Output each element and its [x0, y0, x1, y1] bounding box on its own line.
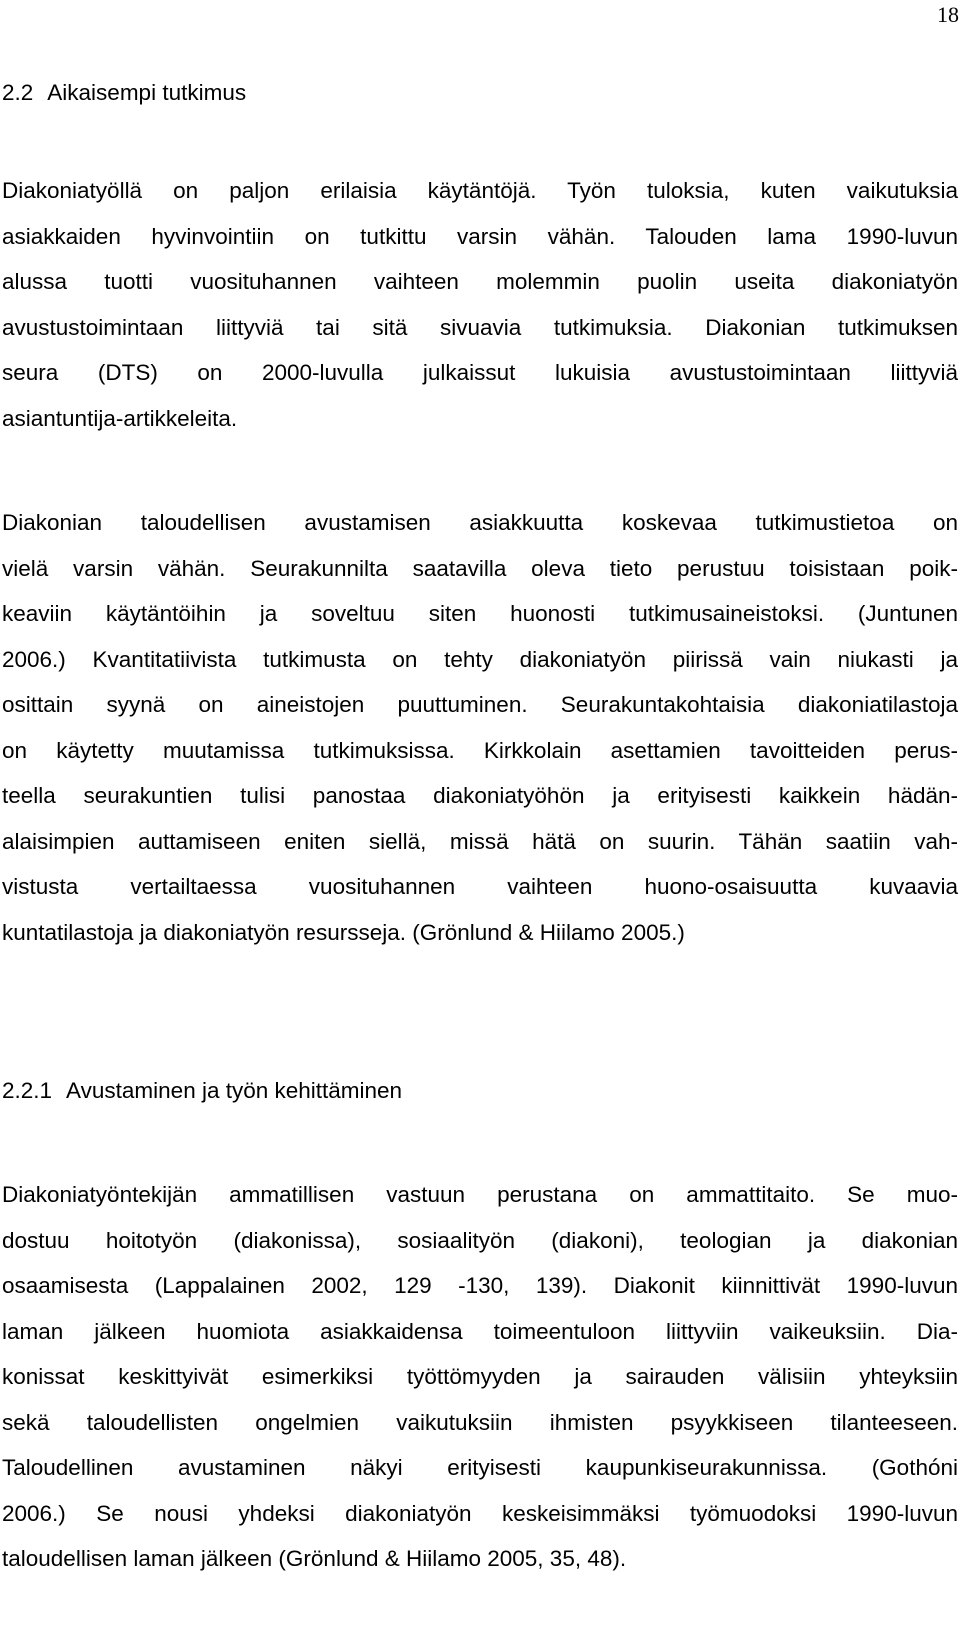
paragraph-line: vielä varsin vähän. Seurakunnilta saatavilla oleva tieto perustuu toisistaan poik- [2, 555, 958, 581]
paragraph-line: dostuu hoitotyön (diakonissa), sosiaalityön (diakoni), teologian ja diakonian [2, 1227, 958, 1253]
paragraph-line: sekä taloudellisten ongelmien vaikutuksiin ihmisten psyykkiseen tilanteeseen. [2, 1409, 958, 1435]
paragraph-line: konissat keskittyivät esimerkiksi työttömyyden ja sairauden välisiin yhteyksiin [2, 1364, 958, 1389]
section-number: 2.2 [2, 80, 34, 105]
paragraph-2 [2, 500, 958, 955]
paragraph-line: alussa tuotti vuosituhannen vaihteen molemmin puolin useita diakoniatyön [2, 269, 958, 294]
paragraph-line: seura (DTS) on 2000-luvulla julkaissut lukuisia avustustoimintaan liittyviä [2, 360, 958, 385]
paragraph-line: osittain syynä on aineistojen puuttuminen. Seurakuntakohtaisia diakoniatilastoja [2, 692, 958, 717]
paragraph-line: alaisimpien auttamiseen eniten siellä, missä hätä on suurin. Tähän saatiin vah- [2, 828, 958, 854]
paragraph-line: osaamisesta (Lappalainen 2002, 129 -130, 139). Diakonit kiinnittivät 1990-luvun [2, 1273, 958, 1298]
paragraph-line: vistusta vertailtaessa vuosituhannen vaihteen huono-osaisuutta kuvaavia [2, 874, 958, 899]
subsection-heading [2, 1068, 958, 1114]
paragraph-line: laman jälkeen huomiota asiakkaidensa toimeentuloon liittyviin vaikeuksiin. Dia- [2, 1318, 958, 1344]
paragraph-line: taloudellisen laman jälkeen (Grönlund & Hiilamo 2005, 35, 48). [2, 1546, 627, 1571]
section-heading [2, 70, 958, 116]
page-content [2, 70, 958, 1582]
paragraph-line: teella seurakuntien tulisi panostaa diakoniatyöhön ja erityisesti kaikkein hädän- [2, 783, 958, 808]
paragraph-line: 2006.) Se nousi yhdeksi diakoniatyön keskeisimmäksi työmuodoksi 1990-luvun [2, 1500, 958, 1526]
paragraph-line: kuntatilastoja ja diakoniatyön resursseja. (Grönlund & Hiilamo 2005.) [2, 919, 685, 945]
subsection-number: 2.2.1 [2, 1078, 53, 1103]
paragraph-line: keaviin käytäntöihin ja soveltuu siten huonosti tutkimusaineistoksi. (Juntunen [2, 601, 958, 626]
paragraph-3 [2, 1172, 958, 1582]
page-number: 18 [937, 2, 959, 27]
paragraph-line: Taloudellinen avustaminen näkyi erityisesti kaupunkiseurakunnissa. (Gothóni [2, 1455, 958, 1480]
paragraph-line: avustustoimintaan liittyviä tai sitä sivuavia tutkimuksia. Diakonian tutkimuksen [2, 314, 958, 340]
paragraph-line: asiantuntija-artikkeleita. [2, 405, 238, 431]
paragraph-line: Diakonian taloudellisen avustamisen asiakkuutta koskevaa tutkimustietoa on [2, 510, 958, 535]
paragraph-line: 2006.) Kvantitatiivista tutkimusta on tehty diakoniatyön piirissä vain niukasti ja [2, 646, 958, 672]
paragraph-line: on käytetty muutamissa tutkimuksissa. Kirkkolain asettamien tavoitteiden perus- [2, 737, 958, 763]
subsection-title: Avustaminen ja työn kehittäminen [66, 1078, 403, 1103]
section-title: Aikaisempi tutkimus [47, 80, 247, 105]
paragraph-1 [2, 168, 958, 441]
paragraph-line: asiakkaiden hyvinvointiin on tutkittu varsin vähän. Talouden lama 1990-luvun [2, 223, 958, 249]
paragraph-line: Diakoniatyöntekijän ammatillisen vastuun perustana on ammattitaito. Se muo- [2, 1182, 958, 1207]
paragraph-line: Diakoniatyöllä on paljon erilaisia käytäntöjä. Työn tuloksia, kuten vaikutuksia [2, 178, 958, 203]
